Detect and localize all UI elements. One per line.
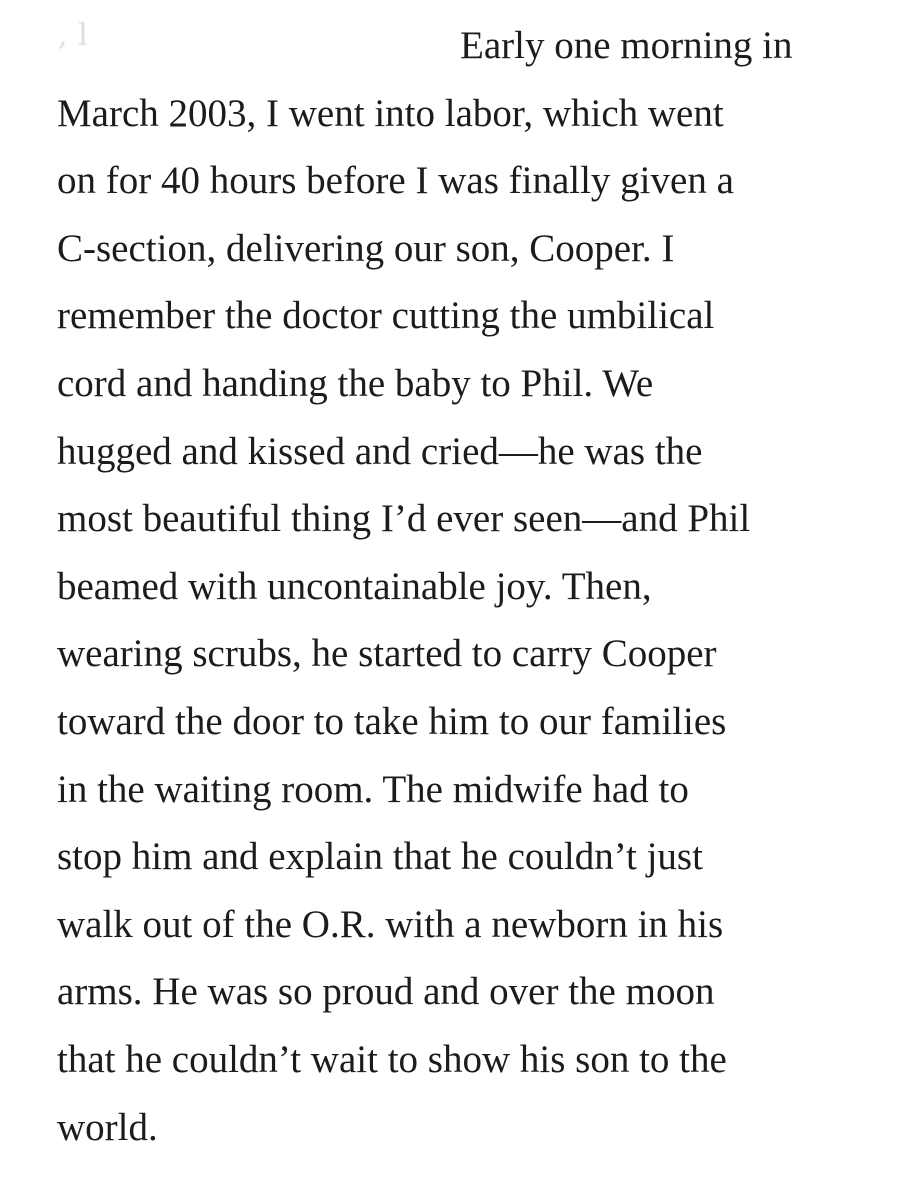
paragraph-line: on for 40 hours before I was finally given a — [57, 159, 734, 203]
paragraph-line: cord and handing the baby to Phil. We — [57, 361, 654, 405]
paragraph-line: world. — [57, 1105, 158, 1149]
clipped-previous-line: , l — [58, 18, 89, 53]
paragraph — [57, 12, 897, 1161]
paragraph-line: walk out of the O.R. with a newborn in his — [57, 902, 724, 946]
paragraph-line: remember the doctor cutting the umbilical — [57, 294, 715, 338]
paragraph-line: stop him and explain that he couldn’t just — [57, 835, 703, 879]
paragraph-line: most beautiful thing I’d ever seen—and Phil — [57, 497, 751, 541]
paragraph-line: arms. He was so proud and over the moon — [57, 970, 715, 1014]
paragraph-line: C-section, delivering our son, Cooper. I — [57, 226, 675, 270]
paragraph-line: that he couldn’t wait to show his son to the — [57, 1037, 727, 1081]
paragraph-line: wearing scrubs, he started to carry Cooper — [57, 632, 717, 676]
paragraph-line: Early one morning in — [460, 24, 793, 67]
paragraph-line: toward the door to take him to our families — [57, 699, 727, 743]
paragraph-line: in the waiting room. The midwife had to — [57, 767, 689, 811]
paragraph-line: March 2003, I went into labor, which went — [57, 91, 724, 135]
paragraph-line: hugged and kissed and cried—he was the — [57, 429, 703, 473]
paragraph-line: beamed with uncontainable joy. Then, — [57, 564, 652, 608]
